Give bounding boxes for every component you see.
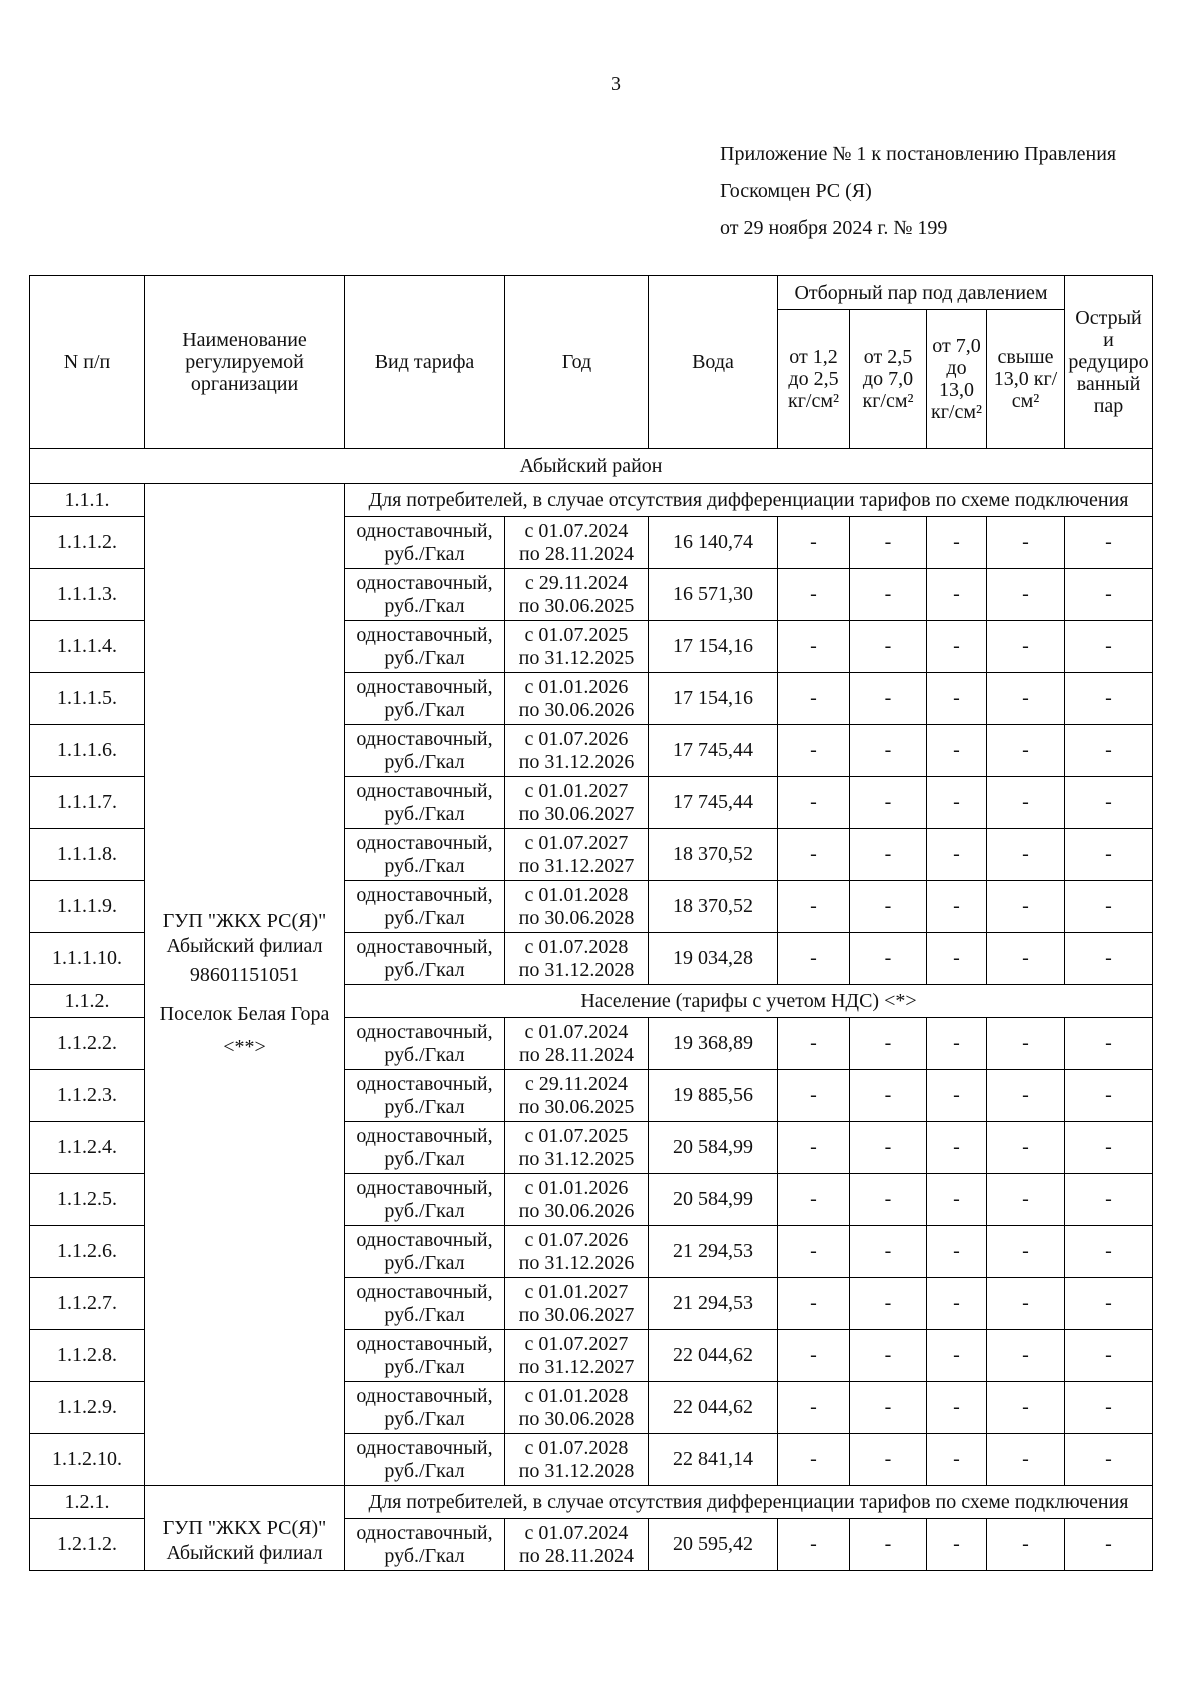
sharp-steam-tariff-cell: - (1065, 673, 1153, 725)
steam-tariff-cell: - (987, 1070, 1065, 1122)
row-code: 1.1.2.6. (30, 1226, 145, 1278)
steam-tariff-cell: - (927, 725, 987, 777)
row-code: 1.1.1.7. (30, 777, 145, 829)
water-tariff-cell: 19 368,89 (649, 1018, 778, 1070)
row-code: 1.1.2.2. (30, 1018, 145, 1070)
water-tariff-cell: 20 584,99 (649, 1174, 778, 1226)
sharp-steam-tariff-cell: - (1065, 829, 1153, 881)
steam-tariff-cell: - (778, 1519, 850, 1571)
water-tariff-cell: 16 571,30 (649, 569, 778, 621)
row-code: 1.1.1.8. (30, 829, 145, 881)
steam-tariff-cell: - (927, 1226, 987, 1278)
section-row (30, 1486, 1153, 1519)
water-tariff-cell: 17 745,44 (649, 777, 778, 829)
tariff-type-cell: одноставочный, руб./Гкал (345, 725, 505, 777)
water-tariff-cell: 17 154,16 (649, 621, 778, 673)
steam-tariff-cell: - (987, 1226, 1065, 1278)
water-tariff-cell: 17 745,44 (649, 725, 778, 777)
sharp-steam-tariff-cell: - (1065, 881, 1153, 933)
sharp-steam-tariff-cell: - (1065, 1070, 1153, 1122)
steam-tariff-cell: - (850, 1278, 927, 1330)
steam-tariff-cell: - (850, 517, 927, 569)
steam-tariff-cell: - (927, 1519, 987, 1571)
steam-tariff-cell: - (778, 1434, 850, 1486)
organization-name: ГУП "ЖКХ РС(Я)" Абыйский филиал (162, 1517, 327, 1564)
tariff-type-cell: одноставочный, руб./Гкал (345, 881, 505, 933)
tariff-table (29, 275, 1153, 1571)
steam-tariff-cell: - (927, 777, 987, 829)
steam-tariff-cell: - (778, 517, 850, 569)
period-cell: с 01.01.2026 по 30.06.2026 (505, 1174, 649, 1226)
steam-tariff-cell: - (927, 1382, 987, 1434)
period-cell: с 29.11.2024 по 30.06.2025 (505, 569, 649, 621)
steam-tariff-cell: - (987, 725, 1065, 777)
header-water: Вода (649, 276, 778, 449)
header-tariff-type: Вид тарифа (345, 276, 505, 449)
steam-tariff-cell: - (987, 829, 1065, 881)
sharp-steam-tariff-cell: - (1065, 517, 1153, 569)
row-code: 1.1.2.3. (30, 1070, 145, 1122)
water-tariff-cell: 19 885,56 (649, 1070, 778, 1122)
steam-tariff-cell: - (987, 933, 1065, 985)
page-number: 3 (611, 73, 621, 95)
water-tariff-cell: 18 370,52 (649, 881, 778, 933)
appendix-line: Приложение № 1 к постановлению Правления (720, 143, 1117, 165)
steam-tariff-cell: - (927, 1278, 987, 1330)
organization-locality: Поселок Белая Гора (159, 1003, 330, 1025)
steam-tariff-cell: - (927, 933, 987, 985)
steam-tariff-cell: - (778, 1382, 850, 1434)
section-title: Население (тарифы с учетом НДС) <*> (345, 985, 1153, 1018)
tariff-type-cell: одноставочный, руб./Гкал (345, 1122, 505, 1174)
steam-tariff-cell: - (987, 621, 1065, 673)
steam-tariff-cell: - (987, 1174, 1065, 1226)
water-tariff-cell: 16 140,74 (649, 517, 778, 569)
table-header (30, 276, 1153, 449)
steam-tariff-cell: - (927, 1018, 987, 1070)
steam-tariff-cell: - (987, 881, 1065, 933)
steam-tariff-cell: - (850, 1122, 927, 1174)
header-number: N п/п (30, 276, 145, 449)
sharp-steam-tariff-cell: - (1065, 1434, 1153, 1486)
steam-tariff-cell: - (850, 569, 927, 621)
steam-tariff-cell: - (850, 777, 927, 829)
organization-cell (145, 484, 345, 1486)
steam-tariff-cell: - (987, 1519, 1065, 1571)
steam-tariff-cell: - (850, 1070, 927, 1122)
tariff-type-cell: одноставочный, руб./Гкал (345, 1278, 505, 1330)
steam-tariff-cell: - (778, 673, 850, 725)
steam-tariff-cell: - (778, 621, 850, 673)
header-organization: Наименование регулируемой организации (145, 276, 345, 449)
period-cell: с 01.07.2028 по 31.12.2028 (505, 1434, 649, 1486)
water-tariff-cell: 21 294,53 (649, 1226, 778, 1278)
period-cell: с 01.07.2028 по 31.12.2028 (505, 933, 649, 985)
steam-tariff-cell: - (850, 1519, 927, 1571)
water-tariff-cell: 17 154,16 (649, 673, 778, 725)
sharp-steam-tariff-cell: - (1065, 1018, 1153, 1070)
steam-tariff-cell: - (850, 1226, 927, 1278)
sharp-steam-tariff-cell: - (1065, 569, 1153, 621)
region-row (30, 449, 1153, 484)
water-tariff-cell: 21 294,53 (649, 1278, 778, 1330)
steam-tariff-cell: - (850, 725, 927, 777)
steam-tariff-cell: - (987, 1122, 1065, 1174)
steam-tariff-cell: - (778, 1226, 850, 1278)
period-cell: с 01.07.2025 по 31.12.2025 (505, 621, 649, 673)
steam-tariff-cell: - (927, 1174, 987, 1226)
tariff-type-cell: одноставочный, руб./Гкал (345, 1226, 505, 1278)
sharp-steam-tariff-cell: - (1065, 1278, 1153, 1330)
steam-tariff-cell: - (987, 1434, 1065, 1486)
tariff-type-cell: одноставочный, руб./Гкал (345, 777, 505, 829)
steam-tariff-cell: - (987, 1382, 1065, 1434)
row-code: 1.1.2.8. (30, 1330, 145, 1382)
steam-tariff-cell: - (778, 881, 850, 933)
steam-tariff-cell: - (927, 829, 987, 881)
steam-tariff-cell: - (927, 1434, 987, 1486)
sharp-steam-tariff-cell: - (1065, 1519, 1153, 1571)
sharp-steam-tariff-cell: - (1065, 1174, 1153, 1226)
header-row (30, 276, 1153, 310)
section-title: Для потребителей, в случае отсутствия дифференциации тарифов по схеме подключения (345, 484, 1153, 517)
water-tariff-cell: 20 595,42 (649, 1519, 778, 1571)
tariff-type-cell: одноставочный, руб./Гкал (345, 569, 505, 621)
steam-tariff-cell: - (987, 569, 1065, 621)
tariff-type-cell: одноставочный, руб./Гкал (345, 673, 505, 725)
tariff-type-cell: одноставочный, руб./Гкал (345, 1174, 505, 1226)
sharp-steam-tariff-cell: - (1065, 1122, 1153, 1174)
steam-tariff-cell: - (778, 1070, 850, 1122)
water-tariff-cell: 19 034,28 (649, 933, 778, 985)
sharp-steam-tariff-cell: - (1065, 725, 1153, 777)
section-code: 1.1.1. (30, 484, 145, 517)
steam-tariff-cell: - (778, 1018, 850, 1070)
steam-tariff-cell: - (778, 1174, 850, 1226)
header-steam-pressure: от 2,5 до 7,0 кг/см² (850, 310, 927, 449)
period-cell: с 01.01.2027 по 30.06.2027 (505, 1278, 649, 1330)
section-title: Для потребителей, в случае отсутствия дифференциации тарифов по схеме подключения (345, 1486, 1153, 1519)
tariff-type-cell: одноставочный, руб./Гкал (345, 621, 505, 673)
row-code: 1.1.1.6. (30, 725, 145, 777)
organization-note: <**> (223, 1036, 266, 1058)
period-cell: с 01.07.2027 по 31.12.2027 (505, 829, 649, 881)
tariff-type-cell: одноставочный, руб./Гкал (345, 517, 505, 569)
steam-tariff-cell: - (987, 517, 1065, 569)
steam-tariff-cell: - (850, 621, 927, 673)
period-cell: с 01.01.2026 по 30.06.2026 (505, 673, 649, 725)
header-steam-pressure: свыше 13,0 кг/см² (987, 310, 1065, 449)
steam-tariff-cell: - (778, 933, 850, 985)
row-code: 1.1.1.9. (30, 881, 145, 933)
steam-tariff-cell: - (850, 829, 927, 881)
steam-tariff-cell: - (927, 1122, 987, 1174)
period-cell: с 01.07.2024 по 28.11.2024 (505, 517, 649, 569)
period-cell: с 01.07.2024 по 28.11.2024 (505, 1018, 649, 1070)
steam-tariff-cell: - (778, 725, 850, 777)
sharp-steam-tariff-cell: - (1065, 933, 1153, 985)
steam-tariff-cell: - (927, 621, 987, 673)
organization-cell (145, 1486, 345, 1571)
tariff-type-cell: одноставочный, руб./Гкал (345, 1434, 505, 1486)
sharp-steam-tariff-cell: - (1065, 1382, 1153, 1434)
period-cell: с 01.07.2026 по 31.12.2026 (505, 1226, 649, 1278)
steam-tariff-cell: - (850, 881, 927, 933)
water-tariff-cell: 20 584,99 (649, 1122, 778, 1174)
row-code: 1.2.1.2. (30, 1519, 145, 1571)
row-code: 1.1.2.5. (30, 1174, 145, 1226)
steam-tariff-cell: - (778, 1330, 850, 1382)
row-code: 1.1.1.3. (30, 569, 145, 621)
header-sharp-steam: Острый и редуцированный пар (1065, 276, 1153, 449)
steam-tariff-cell: - (927, 569, 987, 621)
tariff-type-cell: одноставочный, руб./Гкал (345, 1070, 505, 1122)
section-row (30, 484, 1153, 517)
steam-tariff-cell: - (778, 777, 850, 829)
row-code: 1.1.1.10. (30, 933, 145, 985)
steam-tariff-cell: - (987, 1278, 1065, 1330)
header-steam-pressure: от 1,2 до 2,5 кг/см² (778, 310, 850, 449)
steam-tariff-cell: - (987, 1330, 1065, 1382)
period-cell: с 29.11.2024 по 30.06.2025 (505, 1070, 649, 1122)
row-code: 1.1.1.4. (30, 621, 145, 673)
tariff-type-cell: одноставочный, руб./Гкал (345, 829, 505, 881)
period-cell: с 01.07.2025 по 31.12.2025 (505, 1122, 649, 1174)
section-code: 1.1.2. (30, 985, 145, 1018)
appendix-line: от 29 ноября 2024 г. № 199 (720, 217, 948, 239)
sharp-steam-tariff-cell: - (1065, 1226, 1153, 1278)
steam-tariff-cell: - (850, 1434, 927, 1486)
sharp-steam-tariff-cell: - (1065, 1330, 1153, 1382)
tariff-type-cell: одноставочный, руб./Гкал (345, 1382, 505, 1434)
water-tariff-cell: 22 044,62 (649, 1330, 778, 1382)
tariff-type-cell: одноставочный, руб./Гкал (345, 1018, 505, 1070)
appendix-header (720, 136, 1116, 247)
row-code: 1.1.2.4. (30, 1122, 145, 1174)
tariff-type-cell: одноставочный, руб./Гкал (345, 1330, 505, 1382)
steam-tariff-cell: - (927, 881, 987, 933)
region-name: Абыйский район (30, 449, 1153, 484)
tariff-table-body (30, 449, 1153, 1571)
steam-tariff-cell: - (850, 1330, 927, 1382)
steam-tariff-cell: - (987, 777, 1065, 829)
water-tariff-cell: 22 841,14 (649, 1434, 778, 1486)
steam-tariff-cell: - (778, 569, 850, 621)
row-code: 1.1.2.10. (30, 1434, 145, 1486)
water-tariff-cell: 22 044,62 (649, 1382, 778, 1434)
organization-registry-number: 98601151051 (189, 964, 300, 986)
steam-tariff-cell: - (927, 673, 987, 725)
row-code: 1.1.2.7. (30, 1278, 145, 1330)
steam-tariff-cell: - (850, 1174, 927, 1226)
header-steam-pressure: от 7,0 до 13,0 кг/см² (927, 310, 987, 449)
section-code: 1.2.1. (30, 1486, 145, 1519)
row-code: 1.1.1.2. (30, 517, 145, 569)
sharp-steam-tariff-cell: - (1065, 621, 1153, 673)
steam-tariff-cell: - (778, 1278, 850, 1330)
steam-tariff-cell: - (850, 673, 927, 725)
steam-tariff-cell: - (850, 1382, 927, 1434)
water-tariff-cell: 18 370,52 (649, 829, 778, 881)
period-cell: с 01.07.2024 по 28.11.2024 (505, 1519, 649, 1571)
steam-tariff-cell: - (927, 1330, 987, 1382)
period-cell: с 01.01.2028 по 30.06.2028 (505, 881, 649, 933)
row-code: 1.1.2.9. (30, 1382, 145, 1434)
organization-name: ГУП "ЖКХ РС(Я)" Абыйский филиал (162, 910, 327, 957)
tariff-type-cell: одноставочный, руб./Гкал (345, 933, 505, 985)
period-cell: с 01.01.2028 по 30.06.2028 (505, 1382, 649, 1434)
steam-tariff-cell: - (850, 1018, 927, 1070)
steam-tariff-cell: - (927, 517, 987, 569)
period-cell: с 01.01.2027 по 30.06.2027 (505, 777, 649, 829)
steam-tariff-cell: - (927, 1070, 987, 1122)
tariff-type-cell: одноставочный, руб./Гкал (345, 1519, 505, 1571)
steam-tariff-cell: - (850, 933, 927, 985)
sharp-steam-tariff-cell: - (1065, 777, 1153, 829)
appendix-line: Госкомцен РС (Я) (720, 180, 872, 202)
steam-tariff-cell: - (778, 829, 850, 881)
header-period: Год (505, 276, 649, 449)
row-code: 1.1.1.5. (30, 673, 145, 725)
period-cell: с 01.07.2026 по 31.12.2026 (505, 725, 649, 777)
period-cell: с 01.07.2027 по 31.12.2027 (505, 1330, 649, 1382)
steam-tariff-cell: - (987, 673, 1065, 725)
steam-tariff-cell: - (987, 1018, 1065, 1070)
header-extraction-steam: Отборный пар под давлением (778, 276, 1065, 310)
steam-tariff-cell: - (778, 1122, 850, 1174)
